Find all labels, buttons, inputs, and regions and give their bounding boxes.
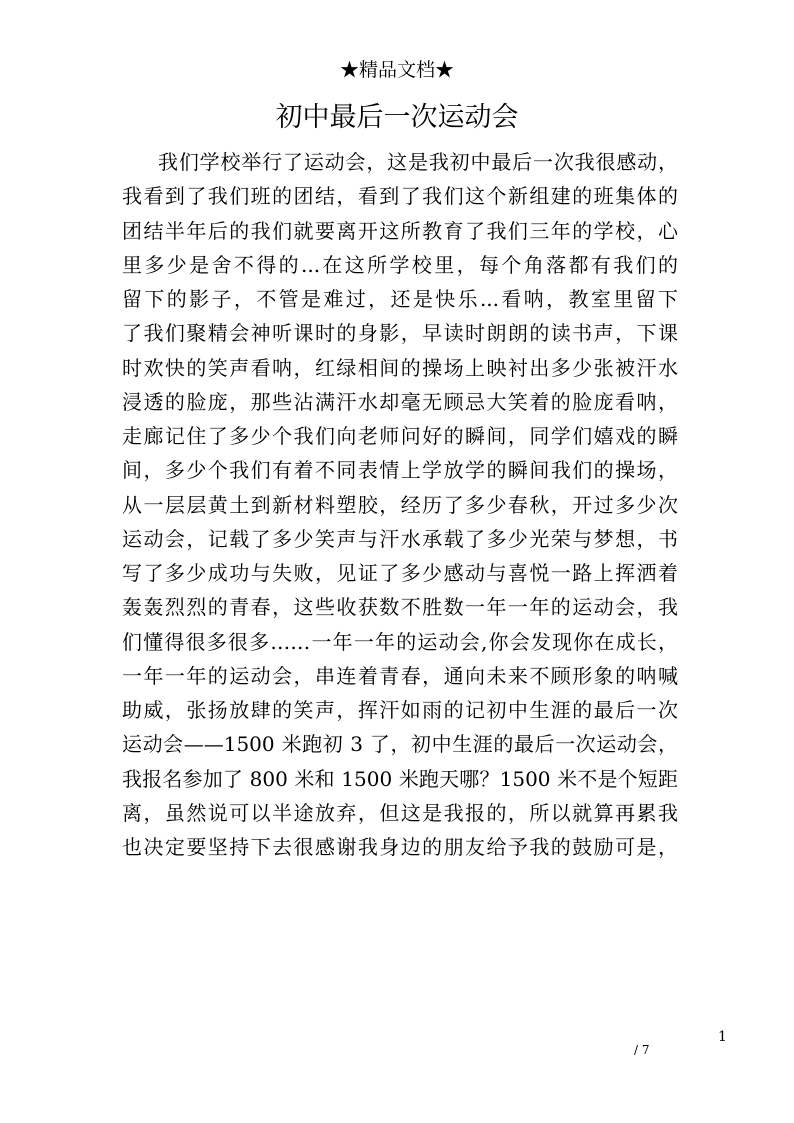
body-line: 也决定要坚持下去很感谢我身边的朋友给予我的鼓励可是， — [122, 835, 678, 859]
body-line: 助威，张扬放肆的笑声，挥汗如雨的记初中生涯的最后一次 — [122, 698, 678, 722]
body-line: 我们学校举行了运动会，这是我初中最后一次我很感动， — [158, 150, 678, 174]
page-total: / 7 — [634, 1043, 650, 1057]
body-line: 浸透的脸庞，那些沾满汗水却毫无顾忌大笑着的脸庞看呐， — [122, 389, 678, 414]
body-line: 留下的影子，不管是难过，还是快乐...看呐，教室里留下 — [122, 287, 678, 311]
body-line: 我看到了我们班的团结，看到了我们这个新组建的班集体的 — [122, 184, 678, 209]
body-line: 写了多少成功与失败，见证了多少感动与喜悦一路上挥洒着 — [122, 561, 678, 585]
page-number: 1 — [718, 1029, 727, 1045]
body-line: 了我们聚精会神听课时的身影，早读时朗朗的读书声，下课 — [122, 321, 678, 346]
body-line: 走廊记住了多少个我们向老师问好的瞬间，同学们嬉戏的瞬 — [122, 424, 678, 448]
body-line: 运动会，记载了多少笑声与汗水承载了多少光荣与梦想，书 — [122, 526, 678, 551]
body-line: 运动会——1500 米跑初 3 了，初中生涯的最后一次运动会， — [122, 732, 678, 757]
body-line: 里多少是舍不得的...在这所学校里，每个角落都有我们的 — [122, 252, 678, 277]
body-line: 一年一年的运动会，串连着青春，通向未来不顾形象的呐喊 — [122, 663, 678, 688]
document-title: 初中最后一次运动会 — [275, 102, 519, 133]
body-line: 从一层层黄土到新材料塑胶，经历了多少春秋，开过多少次 — [122, 492, 678, 517]
body-line: 我报名参加了 800 米和 1500 米跑天哪？1500 米不是个短距 — [122, 766, 678, 791]
body-line: 团结半年后的我们就要离开这所教育了我们三年的学校，心 — [122, 218, 678, 243]
body-line: 们懂得很多很多……一年一年的运动会,你会发现你在成长， — [122, 629, 678, 654]
body-line: 时欢快的笑声看呐，红绿相间的操场上映衬出多少张被汗水 — [122, 355, 678, 380]
body-line: 离，虽然说可以半途放弃，但这是我报的，所以就算再累我 — [122, 800, 678, 825]
document-body — [122, 145, 678, 864]
body-line: 轰轰烈烈的青春，这些收获数不胜数一年一年的运动会，我 — [122, 595, 678, 620]
document-banner: ★精品文档★ — [339, 59, 454, 81]
body-line: 间，多少个我们有着不同表情上学放学的瞬间我们的操场， — [122, 458, 678, 483]
